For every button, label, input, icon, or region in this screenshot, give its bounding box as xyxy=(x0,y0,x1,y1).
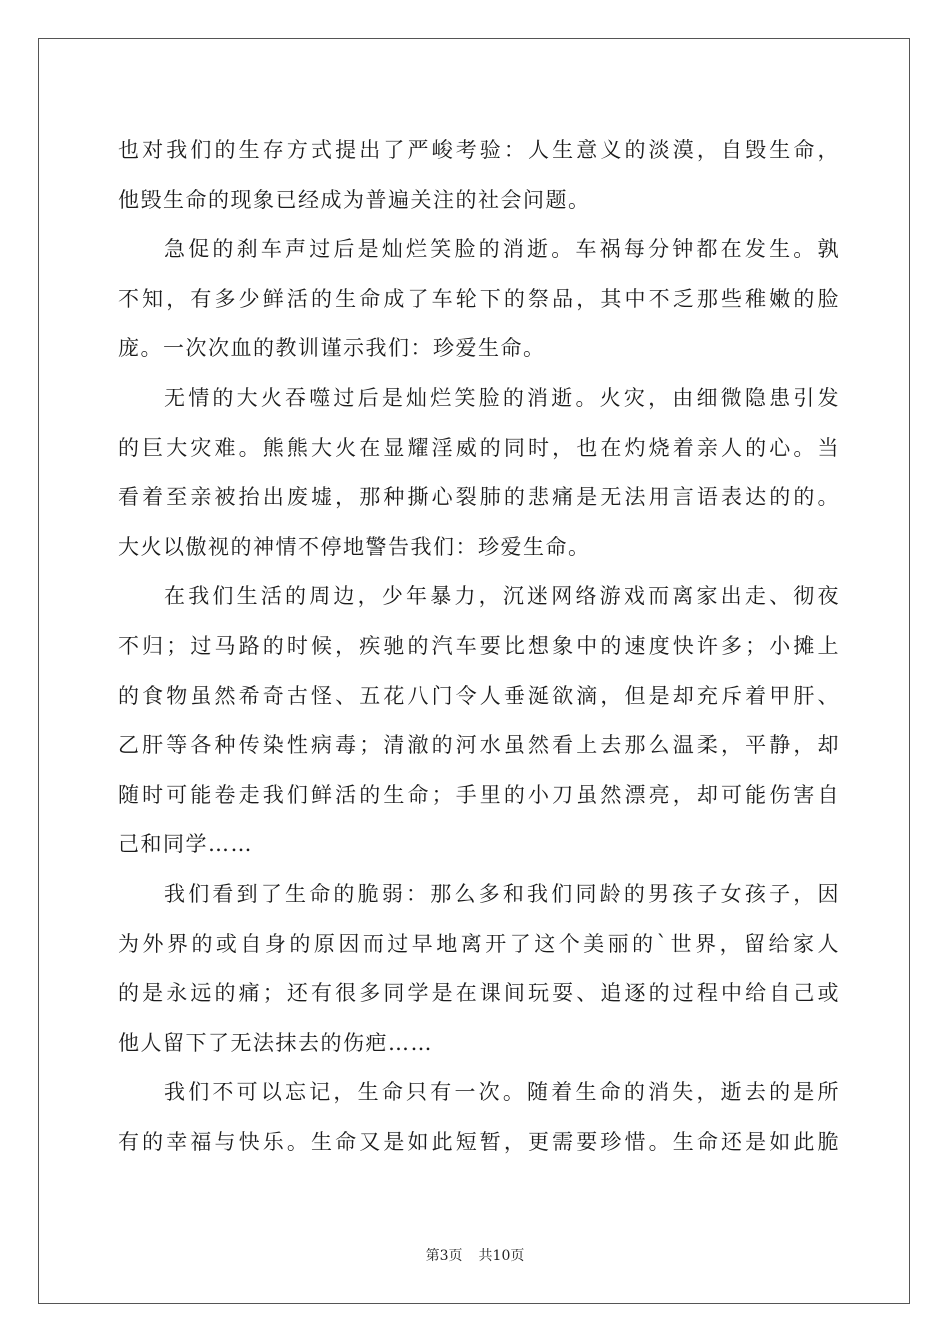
page-total: 共10页 xyxy=(478,1248,525,1264)
text-line: 看着至亲被抬出废墟，那种撕心裂肺的悲痛是无法用言语表达的的。 xyxy=(118,485,840,510)
text-line: 无情的大火吞噬过后是灿烂笑脸的消逝。火灾，由细微隐患引发 xyxy=(164,385,840,410)
text-line: 我们看到了生命的脆弱：那么多和我们同龄的男孩子女孩子，因 xyxy=(164,881,840,906)
text-line: 的巨大灾难。熊熊大火在显耀淫威的同时，也在灼烧着亲人的心。当 xyxy=(118,435,840,460)
text-line: 随时可能卷走我们鲜活的生命；手里的小刀虽然漂亮，却可能伤害自 xyxy=(118,782,840,807)
text-line: 我们不可以忘记，生命只有一次。随着生命的消失，逝去的是所 xyxy=(164,1080,840,1105)
text-line: 己和同学…… xyxy=(118,832,253,857)
text-line: 的食物虽然希奇古怪、五花八门令人垂涎欲滴，但是却充斥着甲肝、 xyxy=(118,683,840,708)
text-line: 在我们生活的周边，少年暴力，沉迷网络游戏而离家出走、彻夜 xyxy=(164,584,840,609)
text-line: 乙肝等各种传染性病毒；清澈的河水虽然看上去那么温柔，平静，却 xyxy=(118,733,840,758)
text-line: 为外界的或自身的原因而过早地离开了这个美丽的`世界，留给家人 xyxy=(118,931,840,956)
text-line: 大火以傲视的神情不停地警告我们：珍爱生命。 xyxy=(118,534,591,559)
text-line: 不知，有多少鲜活的生命成了车轮下的祭品，其中不乏那些稚嫩的脸 xyxy=(118,286,840,311)
text-line: 庞。一次次血的教训谨示我们：珍爱生命。 xyxy=(118,336,546,361)
text-line: 他毁生命的现象已经成为普遍关注的社会问题。 xyxy=(118,187,591,212)
text-line: 也对我们的生存方式提出了严峻考验：人生意义的淡漠，自毁生命， xyxy=(118,138,840,162)
text-line: 有的幸福与快乐。生命又是如此短暂，更需要珍惜。生命还是如此脆 xyxy=(118,1129,840,1154)
text-line: 的是永远的痛；还有很多同学是在课间玩耍、追逐的过程中给自己或 xyxy=(118,981,840,1006)
document-body xyxy=(118,126,840,1167)
page-footer xyxy=(0,1247,950,1265)
text-line: 不归；过马路的时候，疾驰的汽车要比想象中的速度快许多；小摊上 xyxy=(118,633,840,658)
text-line: 他人留下了无法抹去的伤疤…… xyxy=(118,1030,433,1055)
page-number: 第3页 xyxy=(425,1248,463,1264)
text-line: 急促的刹车声过后是灿烂笑脸的消逝。车祸每分钟都在发生。孰 xyxy=(164,237,840,262)
